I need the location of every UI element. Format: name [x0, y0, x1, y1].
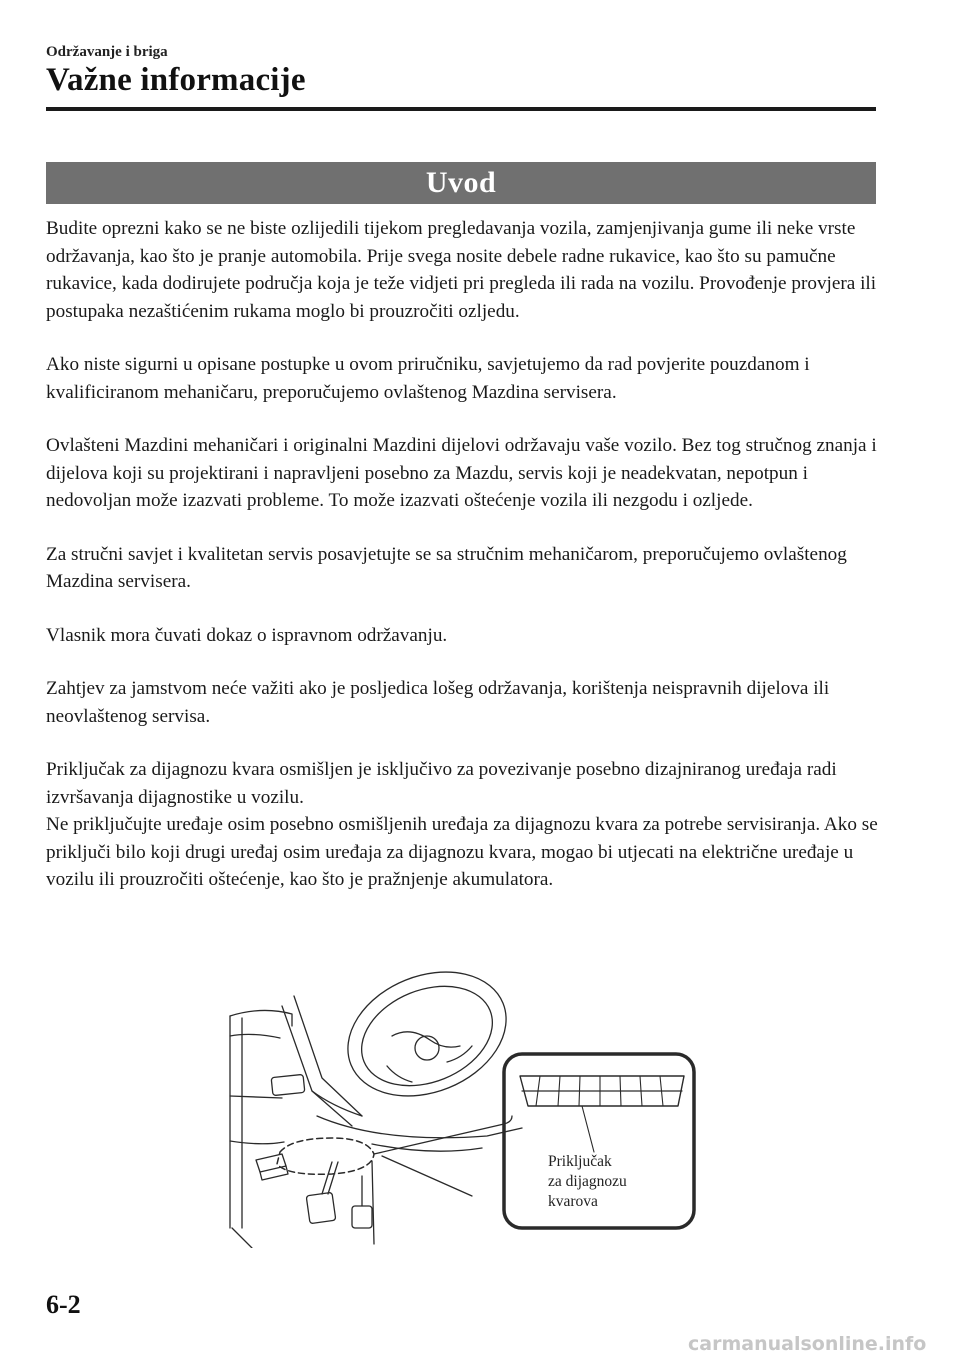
callout-line: za dijagnozu — [548, 1173, 627, 1190]
dashboard-illustration — [222, 966, 702, 1248]
paragraph: Ako niste sigurni u opisane postupke u ovom priručniku, savjetujemo da rad povjerite pouzdanom i kvalificiranom mehaničaru, preporučujemo ovlaštenog Mazdina servisera. — [46, 354, 810, 403]
paragraph: Vlasnik mora čuvati dokaz o ispravnom održavanju. — [46, 624, 448, 646]
pedal-brake — [306, 1192, 336, 1223]
paragraph: Ovlašteni Mazdini mehaničari i originalni Mazdini dijelovi održavaju vaše vozilo. Bez tog stručnog znanja i dijelova koji su projektirani i napravljeni posebno za Mazdu, servis koji je neadekvatan, nepotpun i nedovoljan može izazvati probleme. To može izazvati oštećenje vozila ili nezgodu i ozljede. — [46, 435, 877, 511]
paragraph: Ne priključujte uređaje osim posebno osmišljenih uređaja za dijagnozu kvara za potrebe servisiranja. Ako se priključi bilo koji drugi uređaj osim uređaja za dijagnozu kvara, mogao bi utjecati na električne uređaje u vozilu ili prouzročiti oštećenje, kao što je pražnjenje akumulatora. — [46, 814, 878, 890]
steering-wheel-outer — [329, 966, 525, 1118]
paragraph: Priključak za dijagnozu kvara osmišljen je isključivo za povezivanje posebno dizajniranog uređaja radi izvršavanja dijagnostike u vozilu. — [46, 759, 837, 808]
connector-highlight — [277, 1138, 374, 1174]
body-text — [46, 215, 881, 920]
paragraph: Zahtjev za jamstvom neće važiti ako je posljedica lošeg održavanja, korištenja neispravnih dijelova ili neovlaštenog servisa. — [46, 678, 830, 727]
page-title: Važne informacije — [46, 62, 306, 98]
banner-title: Uvod — [425, 166, 497, 199]
paragraph: Budite oprezni kako se ne biste ozlijedili tijekom pregledavanja vozila, zamjenjivanja gume ili neke vrste održavanja, kao što je pranje automobila. Prije svega nosite debele radne rukavice, kao što su pamučne rukavice, kada dodirujete područja koja je teže vidjeti pri pregleda ili rada na vozilu. Provođenje provjera ili postupaka nezaštićenim rukama moglo bi prouzročiti ozljedu. — [46, 218, 877, 322]
watermark: carmanualsonline.info — [688, 1333, 927, 1355]
callout-label — [548, 1152, 627, 1212]
section-banner — [46, 162, 876, 204]
section-label: Održavanje i briga — [46, 44, 168, 60]
page-number: 6-2 — [46, 1290, 81, 1319]
paragraph: Za stručni savjet i kvalitetan servis posavjetujte se sa stručnim mehaničarom, preporučujemo ovlaštenog Mazdina servisera. — [46, 543, 847, 592]
title-rule — [46, 107, 876, 111]
callout-line: Priključak — [548, 1153, 612, 1170]
pedal-accelerator — [352, 1206, 372, 1228]
callout-line: kvarova — [548, 1193, 598, 1210]
dashboard-vent — [271, 1074, 305, 1095]
